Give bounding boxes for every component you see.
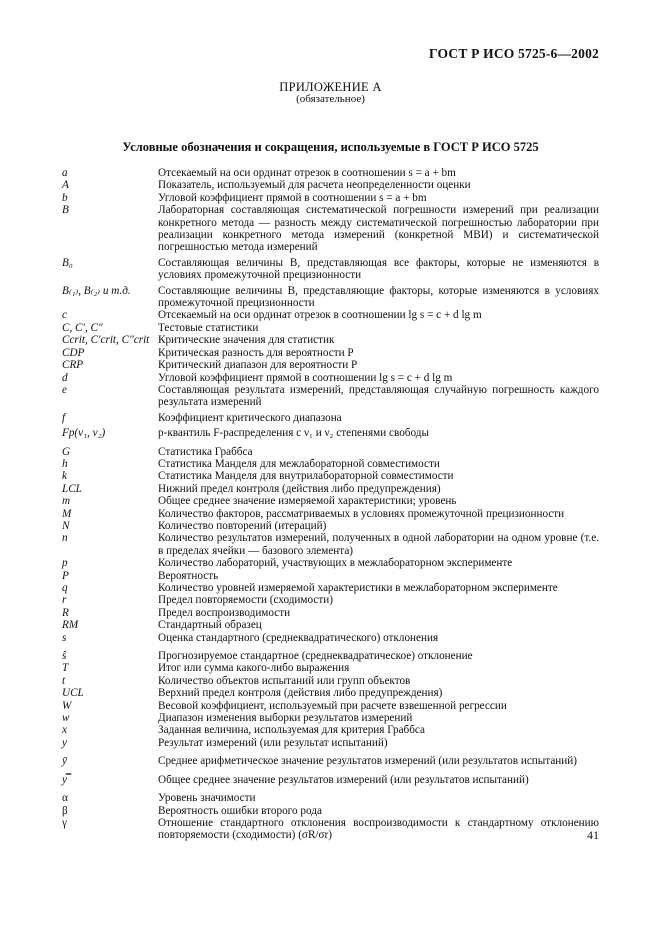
glossary-definition: Диапазон изменения выборки результатов измерений (158, 712, 413, 725)
glossary-row (62, 792, 599, 804)
glossary-row (62, 458, 599, 470)
glossary-definition: Статистика Манделя для межлабораторной совместимости (158, 457, 440, 470)
glossary-definition: Количество повторений (итераций) (158, 519, 327, 532)
glossary-definition: Показатель, используемый для расчета неопределенности оценки (158, 179, 471, 192)
glossary-symbol: y (62, 736, 67, 749)
glossary-definition: Отношение стандартного отклонения воспроизводимости к стандартному отклонению повторяемости (сходимости) (σR/σr) (158, 816, 599, 842)
glossary-definition: Статистика Граббса (158, 445, 253, 458)
glossary-symbol: r (62, 594, 67, 607)
glossary-symbol: t (62, 674, 66, 687)
glossary-symbol: M (62, 507, 72, 520)
glossary-definition: Количество факторов, рассматриваемых в условиях промежуточной прецизионности (158, 507, 565, 520)
glossary-symbol: B₍₁₎, B₍₂₎ и т.д. (62, 284, 131, 297)
glossary-symbol: m (62, 495, 71, 508)
glossary-row (62, 570, 599, 582)
glossary-definition: Среднее арифметическое значение результатов измерений (или результатов испытаний) (158, 755, 577, 768)
glossary-symbol: B (62, 204, 69, 217)
glossary-definition: Вероятность (158, 569, 219, 582)
glossary-row (62, 179, 599, 191)
glossary-symbol: B₀ (62, 256, 73, 269)
glossary-row (62, 192, 599, 204)
glossary-definition: Статистика Манделя для внутрилабораторной совместимости (158, 470, 454, 483)
glossary-row (62, 508, 599, 520)
symbols-glossary (62, 167, 599, 842)
glossary-symbol: R (62, 606, 69, 619)
glossary-symbol: Ccrit, C′crit, C″crit (62, 334, 150, 347)
glossary-symbol: γ (62, 816, 67, 829)
glossary-row (62, 204, 599, 254)
glossary-symbol: RM (62, 619, 79, 632)
glossary-symbol: W (62, 699, 72, 712)
glossary-symbol: w (62, 712, 70, 725)
glossary-row (62, 650, 599, 662)
glossary-symbol: UCL (62, 687, 84, 700)
glossary-definition: Лабораторная составляющая систематической погрешности измерений при реализации конкретного метода — разность между систематической погрешностью лаборатории при реализации конкретного метода измерений (конкретной МВИ) и систематической погрешностью метода измерений (158, 204, 599, 254)
glossary-symbol: b (62, 191, 68, 204)
glossary-definition: Прогнозируемое стандартное (среднеквадратическое) отклонение (158, 650, 473, 663)
glossary-definition: Тестовые статистики (158, 321, 259, 334)
glossary-row (62, 594, 599, 606)
glossary-definition: Составляющие величины B, представляющие факторы, которые изменяются в условиях промежуточной прецизионности (158, 284, 599, 310)
glossary-symbol: ŝ (62, 650, 67, 663)
glossary-row (62, 257, 599, 282)
glossary-row (62, 446, 599, 458)
glossary-row (62, 372, 599, 384)
glossary-definition: Общее среднее значение измеряемой характеристики; уровень (158, 495, 457, 508)
section-title: Условные обозначения и сокращения, используемые в ГОСТ Р ИСО 5725 (122, 140, 539, 154)
glossary-row (62, 384, 599, 409)
glossary-definition: Количество результатов измерений, полученных в одной лаборатории на одном уровне (т.е. в пределах ячейки — базового элемента) (158, 532, 599, 557)
glossary-definition: Общее среднее значение результатов измерений (или результатов испытаний) (158, 773, 529, 786)
glossary-symbol: α (62, 792, 68, 805)
glossary-definition: Предел воспроизводимости (158, 606, 291, 619)
glossary-symbol: G (62, 445, 71, 458)
glossary-definition: Критический диапазон для вероятности P (158, 359, 358, 372)
glossary-row (62, 687, 599, 699)
glossary-row (62, 520, 599, 532)
glossary-definition: p-квантиль F-распределения с ν₁ и ν₂ степенями свободы (158, 427, 429, 440)
glossary-definition: Коэффициент критического диапазона (158, 411, 342, 424)
glossary-row (62, 619, 599, 631)
glossary-definition: Составляющая результата измерений, представляющая случайную погрешность каждого результата измерений (158, 383, 599, 409)
glossary-definition: Отсекаемый на оси ординат отрезок в соотношении lg s = c + d lg m (158, 309, 482, 322)
glossary-row (62, 334, 599, 346)
glossary-symbol: p (62, 557, 68, 570)
glossary-row (62, 712, 599, 724)
glossary-definition: Критические значения для статистик (158, 334, 335, 347)
glossary-definition: Итог или сумма какого-либо выражения (158, 662, 350, 675)
glossary-symbol: β (62, 804, 68, 817)
glossary-symbol: x (62, 724, 67, 737)
glossary-row (62, 483, 599, 495)
glossary-row (62, 532, 599, 557)
page-number: 41 (587, 828, 599, 842)
glossary-definition: Стандартный образец (158, 619, 262, 632)
glossary-row (62, 495, 599, 507)
appendix-title: ПРИЛОЖЕНИЕ А (279, 80, 382, 94)
glossary-symbol: s (62, 631, 67, 644)
glossary-symbol: A (62, 179, 69, 192)
glossary-symbol: LCL (62, 482, 82, 495)
glossary-row (62, 582, 599, 594)
glossary-row (62, 557, 599, 569)
glossary-row (62, 347, 599, 359)
glossary-row (62, 427, 599, 439)
glossary-row (62, 755, 599, 767)
glossary-definition: Верхний предел контроля (действия либо предупреждения) (158, 687, 443, 700)
glossary-definition: Составляющая величины B, представляющая все факторы, которые не изменяются в условиях промежуточной прецизионности (158, 256, 599, 282)
glossary-symbol: f (62, 411, 66, 424)
glossary-definition: Заданная величина, используемая для критерия Граббса (158, 724, 425, 737)
glossary-symbol: P (62, 569, 69, 582)
glossary-symbol: n (62, 532, 68, 545)
glossary-row (62, 167, 599, 179)
glossary-row (62, 470, 599, 482)
glossary-row (62, 322, 599, 334)
glossary-definition: Оценка стандартного (среднеквадратического) отклонения (158, 631, 439, 644)
glossary-row (62, 805, 599, 817)
glossary-row (62, 285, 599, 310)
glossary-definition: Критическая разность для вероятности P (158, 346, 354, 359)
glossary-row (62, 309, 599, 321)
glossary-symbol: c (62, 309, 67, 322)
glossary-row (62, 359, 599, 371)
glossary-row (62, 774, 599, 786)
glossary-definition: Угловой коэффициент прямой в соотношении lg s = c + d lg m (158, 371, 453, 384)
glossary-definition: Отсекаемый на оси ординат отрезок в соотношении s = a + bm (158, 167, 456, 179)
glossary-row (62, 817, 599, 842)
glossary-symbol: a (62, 167, 68, 179)
glossary-symbol: Fp(ν₁, ν₂) (62, 427, 106, 440)
glossary-row (62, 737, 599, 749)
glossary-symbol: T (62, 662, 69, 675)
glossary-symbol: N (62, 519, 70, 532)
glossary-definition: Уровень значимости (158, 792, 256, 805)
document-code: ГОСТ Р ИСО 5725-6—2002 (429, 46, 599, 61)
glossary-symbol: C, C′, C″ (62, 321, 103, 334)
glossary-row (62, 632, 599, 644)
glossary-definition: Весовой коэффициент, используемый при расчете взвешенной регрессии (158, 699, 507, 712)
appendix-subtitle: (обязательное) (296, 93, 365, 105)
glossary-definition: Предел повторяемости (сходимости) (158, 594, 333, 607)
glossary-definition: Количество лабораторий, участвующих в межлабораторном эксперименте (158, 557, 513, 570)
glossary-symbol: d (62, 371, 68, 384)
glossary-row (62, 675, 599, 687)
glossary-row (62, 607, 599, 619)
glossary-symbol: h (62, 457, 68, 470)
glossary-row (62, 724, 599, 736)
glossary-symbol: y̿ (62, 773, 67, 786)
glossary-definition: Нижний предел контроля (действия либо предупреждения) (158, 482, 441, 495)
glossary-symbol: ȳ (62, 755, 67, 768)
glossary-symbol: k (62, 470, 67, 483)
glossary-definition: Количество уровней измеряемой характеристики в межлабораторном эксперименте (158, 582, 558, 594)
glossary-row (62, 662, 599, 674)
glossary-definition: Количество объектов испытаний или групп объектов (158, 674, 411, 687)
glossary-row (62, 700, 599, 712)
glossary-definition: Результат измерений (или результат испытаний) (158, 736, 388, 749)
glossary-symbol: e (62, 383, 67, 396)
glossary-definition: Вероятность ошибки второго рода (158, 804, 322, 817)
glossary-definition: Угловой коэффициент прямой в соотношении s = a + bm (158, 191, 427, 204)
glossary-symbol: CDP (62, 346, 85, 359)
glossary-symbol: q (62, 582, 68, 594)
glossary-symbol: CRP (62, 359, 84, 372)
glossary-row (62, 412, 599, 424)
